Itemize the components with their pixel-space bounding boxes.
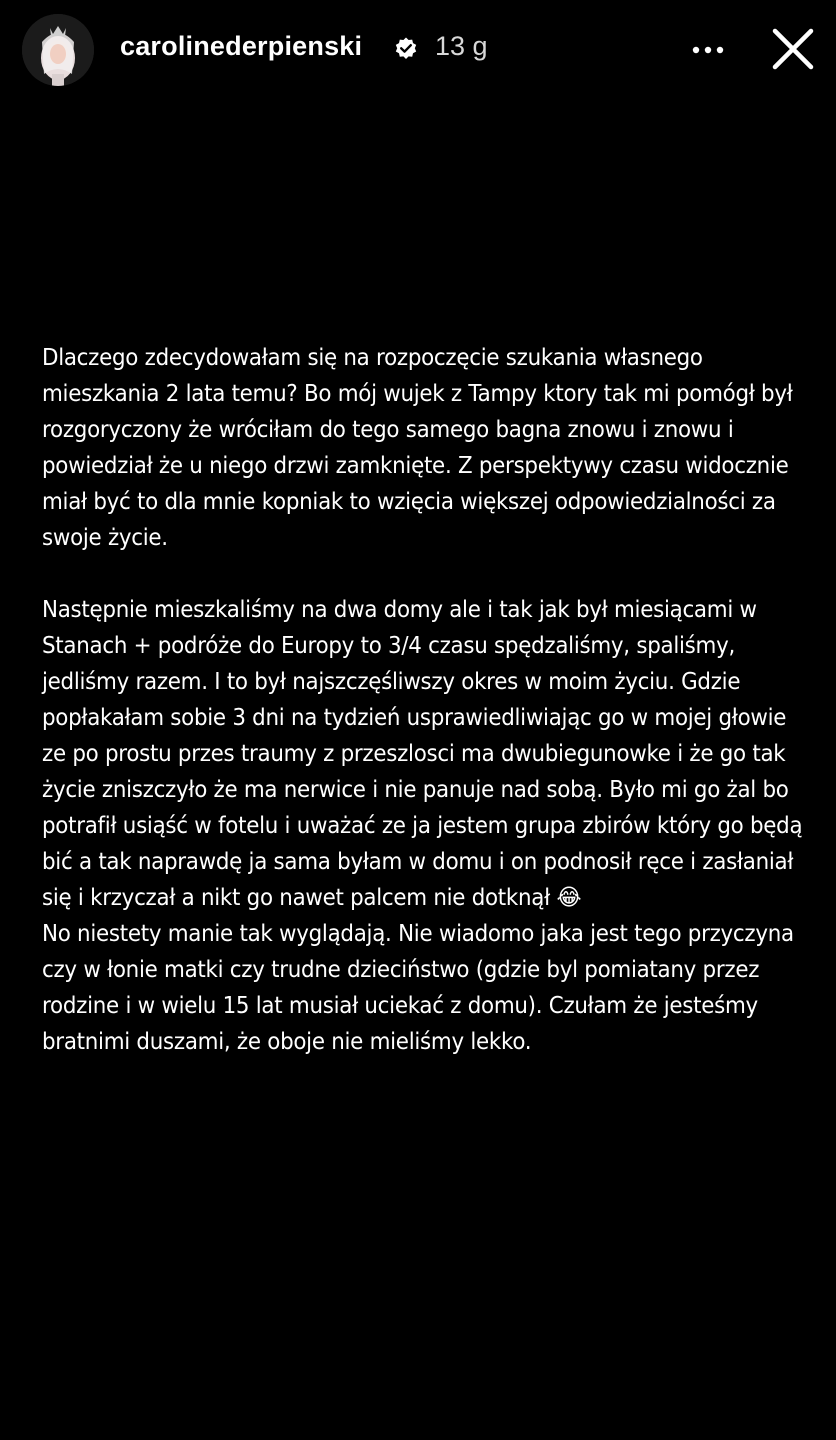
verified-badge-icon — [393, 36, 419, 62]
story-time-ago: 13 g — [435, 31, 488, 61]
username[interactable]: carolinederpienski — [120, 31, 363, 61]
more-options-icon[interactable] — [688, 30, 728, 70]
story-paragraph-3: No niestety manie tak wyglądają. Nie wiadomo jaka jest tego przyczyna czy w łonie matki czy trudne dzieciństwo (gdzie byl pomiatany przez rodzine i w wielu 15 lat musiał uciekać z domu). Czułam że jesteśmy bratnimi duszami, że oboje nie mieliśmy lekko. — [42, 921, 794, 1055]
paragraph-spacer — [42, 556, 803, 592]
avatar-image — [22, 14, 94, 86]
profile-avatar[interactable] — [22, 14, 94, 86]
story-paragraph-1: Dlaczego zdecydowałam się na rozpoczęcie szukania własnego mieszkania 2 lata temu? Bo mój wujek z Tampy ktory tak mi pomógł był rozgoryczony że wróciłam do tego samego bagna znowu i znowu i powiedział że u niego drzwi zamknięte. Z perspektywy czasu widocznie miał być to dla mnie kopniak to wzięcia większej odpowiedzialności za swoje życie. — [42, 345, 793, 551]
close-icon[interactable] — [766, 22, 820, 76]
story-paragraph-2: Następnie mieszkaliśmy na dwa domy ale i tak jak był miesiącami w Stanach + podróże do Europy to 3/4 czasu spędzaliśmy, spaliśmy, jedliśmy razem. I to był najszczęśliwszy okres w moim życiu. Gdzie popłakałam sobie 3 dni na tydzień usprawiedliwiając go w mojej głowie ze po prostu przes traumy z przeszlosci ma dwubiegunowke i że go tak życie zniszczyło że ma nerwice i nie panuje nad sobą. Było mi go żal bo potrafił usiąść w fotelu i uważać ze ja jestem grupa zbirów który go będą bić a tak naprawdę ja sama byłam w domu i on podnosił ręce i zasłaniał się i krzyczał a nikt go nawet palcem nie dotknął 😂 — [42, 597, 803, 911]
story-text — [42, 340, 803, 1060]
story-header — [0, 0, 836, 100]
